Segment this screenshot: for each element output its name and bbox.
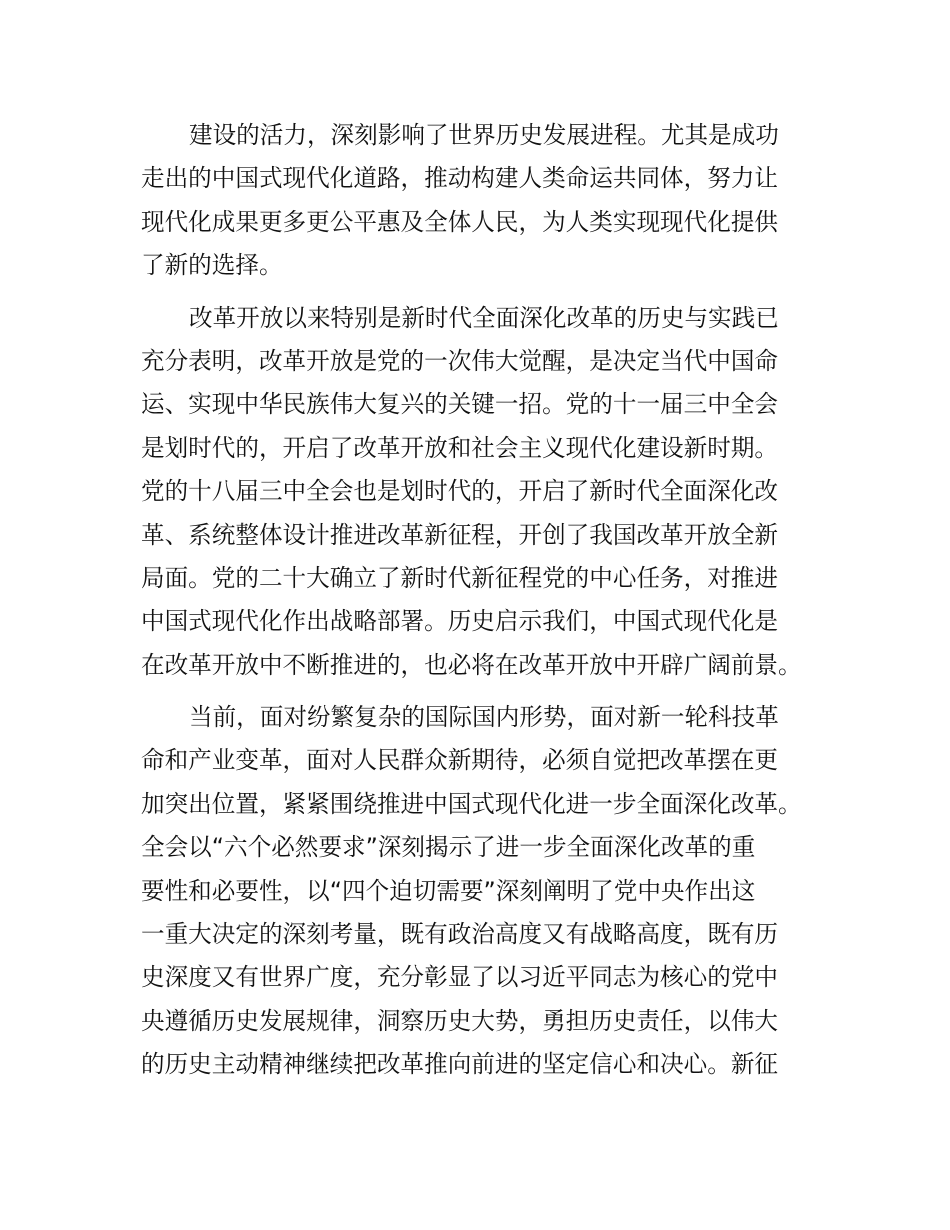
text-line: 建设的活力，深刻影响了世界历史发展进程。尤其是成功: [189, 121, 779, 149]
text-line: 在改革开放中不断推进的，也必将在改革开放中开辟广阔前景。: [141, 650, 802, 679]
text-line: 了新的选择。: [141, 251, 283, 280]
text-line: 局面。党的二十大确立了新时代新征程党的中心任务，对推进: [141, 563, 779, 592]
text-line: 全会以“六个必然要求”深刻揭示了进一步全面深化改革的重: [141, 833, 756, 862]
text-line: 改革开放以来特别是新时代全面深化改革的历史与实践已: [189, 303, 779, 332]
text-line: 当前，面对纷繁复杂的国际国内形势，面对新一轮科技革: [189, 703, 779, 732]
text-line: 要性和必要性，以“四个迫切需要”深刻阐明了党中央作出这: [141, 876, 756, 905]
text-line: 是划时代的，开启了改革开放和社会主义现代化建设新时期。: [141, 433, 779, 462]
text-line: 党的十八届三中全会也是划时代的，开启了新时代全面深化改: [141, 477, 779, 506]
document-page: [141, 114, 831, 1087]
text-line: 中国式现代化作出战略部署。历史启示我们，中国式现代化是: [141, 607, 779, 636]
text-line: 加突出位置，紧紧围绕推进中国式现代化进一步全面深化改革。: [141, 789, 802, 818]
text-line: 央遵循历史发展规律，洞察历史大势，勇担历史责任，以伟大: [141, 1006, 779, 1035]
text-line: 命和产业变革，面对人民群众新期待，必须自觉把改革摆在更: [141, 746, 779, 775]
text-line: 充分表明，改革开放是党的一次伟大觉醒，是决定当代中国命: [141, 346, 779, 375]
text-line: 革、系统整体设计推进改革新征程，开创了我国改革开放全新: [141, 520, 779, 549]
paragraph-1: [141, 114, 831, 288]
text-line: 一重大决定的深刻考量，既有政治高度又有战略高度，既有历: [141, 920, 779, 949]
text-line: 走出的中国式现代化道路，推动构建人类命运共同体，努力让: [141, 164, 779, 193]
text-line: 的历史主动精神继续把改革推向前进的坚定信心和决心。新征: [141, 1050, 779, 1079]
paragraph-2: [141, 297, 831, 688]
text-line: 现代化成果更多更公平惠及全体人民，为人类实现现代化提供: [141, 207, 779, 236]
text-line: 史深度又有世界广度，充分彰显了以习近平同志为核心的党中: [141, 963, 779, 992]
text-line: 运、实现中华民族伟大复兴的关键一招。党的十一届三中全会: [141, 390, 779, 419]
paragraph-3: [141, 696, 831, 1087]
